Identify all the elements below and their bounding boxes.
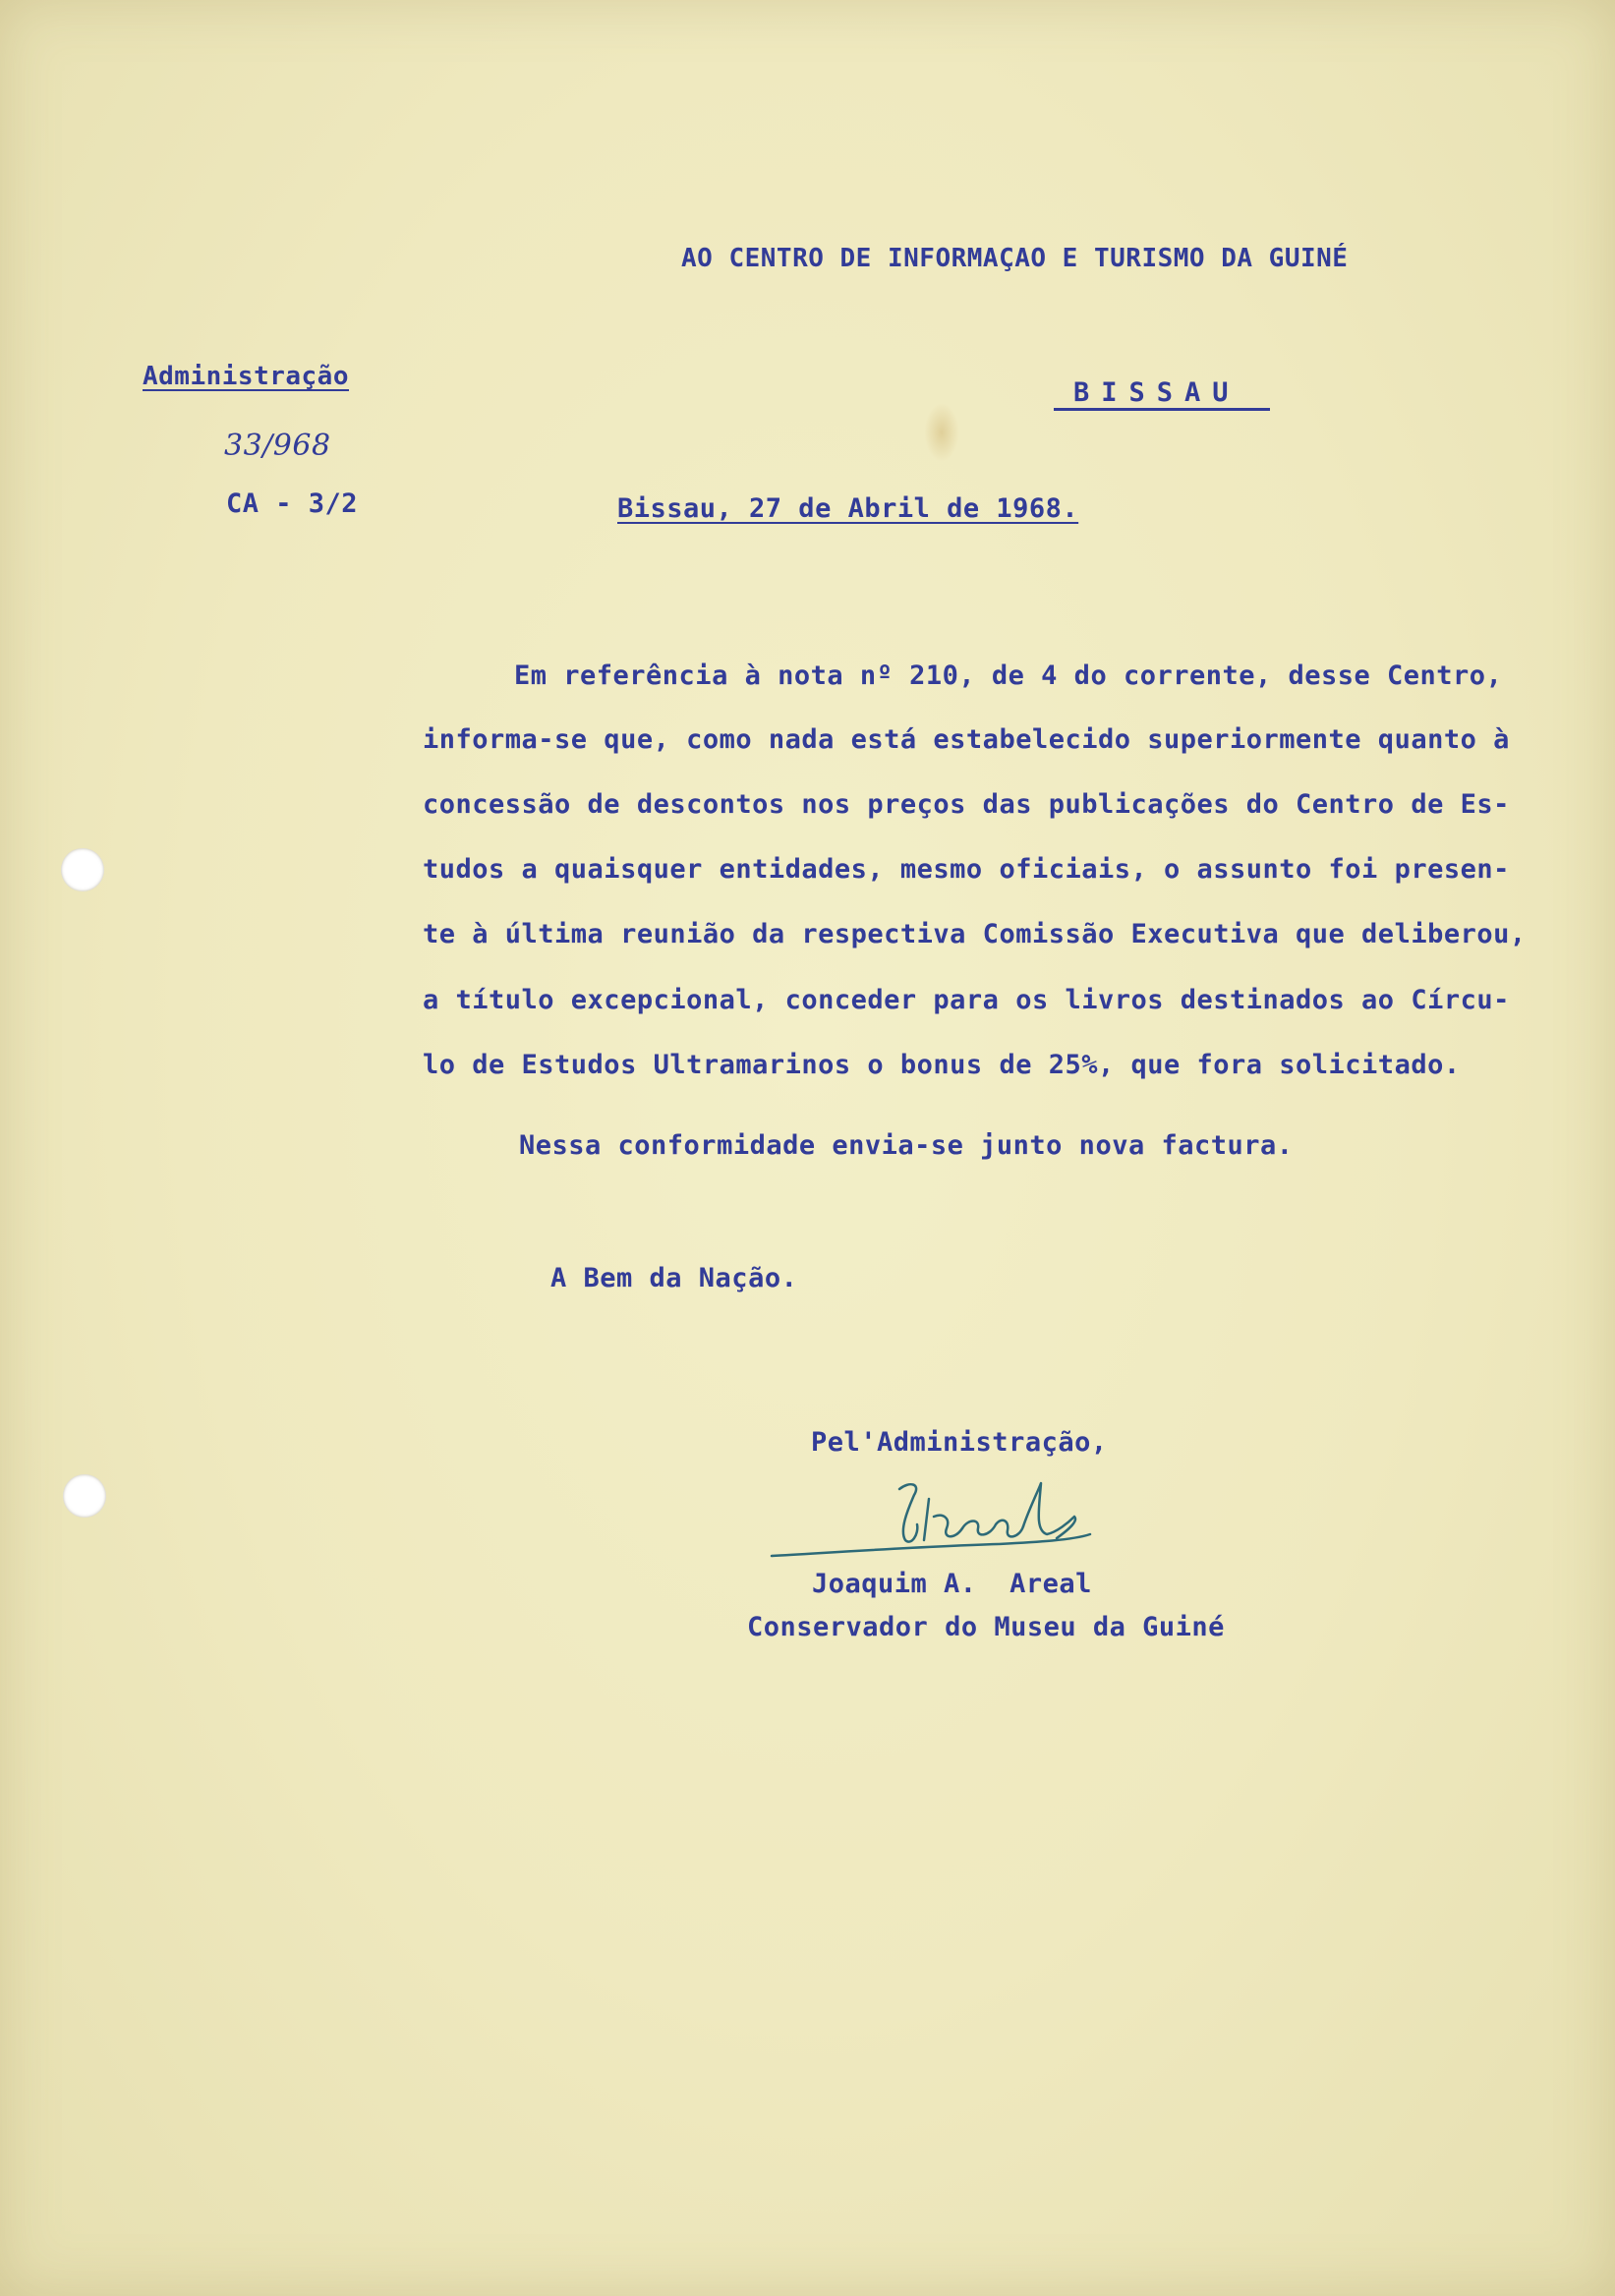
reference-number: 33/968 [224,429,331,463]
body-line: tudos a quaisquer entidades, mesmo oficiais, o assunto foi presen- [423,854,1510,885]
body-line: lo de Estudos Ultramarinos o bonus de 25%, que fora solicitado. [423,1050,1461,1080]
punch-hole-bottom [63,1474,106,1518]
recipient-city: BISSAU [1073,377,1240,408]
recipient-line: AO CENTRO DE INFORMAÇAO E TURISMO DA GUINÉ [681,244,1349,273]
body-line: concessão de descontos nos preços das publicações do Centro de Es- [423,789,1510,820]
signatory-name: Joaquim A. Areal [812,1569,1092,1599]
signoff: Pel'Administração, [811,1427,1108,1458]
city-underline [1054,408,1270,411]
signatory-title: Conservador do Museu da Guiné [747,1612,1225,1642]
letter-date: Bissau, 27 de Abril de 1968. [617,493,1079,524]
body-line: a título excepcional, conceder para os livros destinados ao Círcu- [423,985,1510,1015]
closing-salutation: A Bem da Nação. [550,1263,798,1293]
handwritten-signature [762,1469,1096,1578]
body-line: Em referência à nota nº 210, de 4 do corrente, desse Centro, [514,660,1503,691]
body-line: te à última reunião da respectiva Comissão Executiva que deliberou, [423,919,1527,949]
reference-code: CA - 3/2 [226,488,359,519]
punch-hole-top [61,848,104,891]
paper-stain [924,403,959,462]
body-line: informa-se que, como nada está estabelecido superiormente quanto à [423,724,1510,755]
department-heading: Administração [143,362,349,391]
body-line: Nessa conformidade envia-se junto nova factura. [519,1130,1294,1161]
